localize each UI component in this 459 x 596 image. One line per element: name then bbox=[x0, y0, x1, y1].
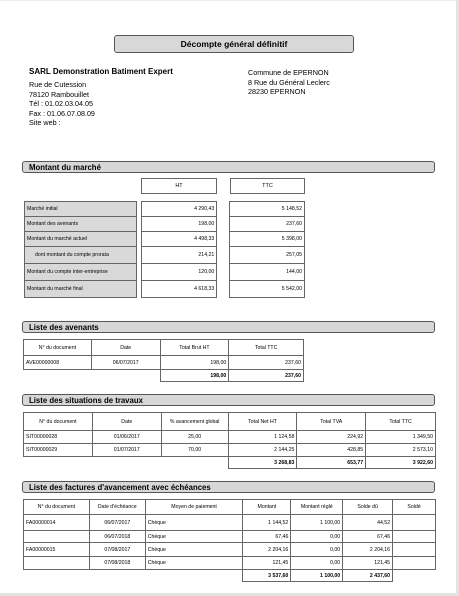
company-line: Fax : 01.06.07.08.09 bbox=[29, 108, 95, 118]
total-montant: 3 537,60 bbox=[243, 570, 291, 582]
table-row bbox=[25, 264, 305, 281]
cell-doc bbox=[24, 557, 90, 570]
col-header: Moyen de paiement bbox=[145, 500, 243, 515]
cell-montant: 2 204,16 bbox=[243, 543, 291, 557]
cell-ttc: 5 542,00 bbox=[230, 281, 305, 298]
row-label: Montant des avenants bbox=[25, 217, 137, 232]
cell-date: 06/07/2018 bbox=[89, 531, 145, 543]
table-row bbox=[24, 444, 436, 457]
table-total-row bbox=[24, 457, 436, 469]
col-header: N° du document bbox=[24, 500, 90, 515]
table-row bbox=[24, 356, 304, 370]
total-ht: 198,00 bbox=[160, 370, 229, 382]
cell-ht: 2 144,25 bbox=[228, 444, 297, 457]
cell-pct: 70,00 bbox=[161, 444, 228, 457]
col-header: % avancement global bbox=[161, 413, 228, 431]
col-header: Soldé bbox=[393, 500, 436, 515]
table-header-row bbox=[24, 500, 436, 515]
row-label: Montant du marché actuel bbox=[25, 232, 137, 247]
client-line: Commune de EPERNON bbox=[248, 68, 329, 77]
cell-ht: 1 124,58 bbox=[228, 431, 297, 444]
total-tva: 653,77 bbox=[297, 457, 366, 469]
company-name: SARL Demonstration Batiment Expert bbox=[29, 67, 173, 76]
cell-solde-flag bbox=[393, 543, 436, 557]
col-header: Total TTC bbox=[229, 340, 304, 356]
cell-date: 07/08/2017 bbox=[89, 543, 145, 557]
col-header: Total TTC bbox=[366, 413, 436, 431]
table-row bbox=[24, 543, 436, 557]
cell-montant: 121,45 bbox=[243, 557, 291, 570]
cell-date: 07/08/2018 bbox=[89, 557, 145, 570]
cell-solde-flag bbox=[393, 557, 436, 570]
cell-solde: 44,52 bbox=[343, 515, 393, 531]
cell-ttc: 2 573,10 bbox=[366, 444, 436, 457]
col-header: Date bbox=[92, 413, 161, 431]
header-ttc: TTC bbox=[230, 178, 305, 194]
client-line: 28230 EPERNON bbox=[248, 87, 306, 97]
cell-doc: SIT00000028 bbox=[24, 431, 93, 444]
table-header-row bbox=[24, 413, 436, 431]
cell-moyen: Chèque bbox=[145, 543, 243, 557]
cell-regle: 0,00 bbox=[291, 543, 343, 557]
cell-ttc: 237,60 bbox=[229, 356, 304, 370]
cell-tva: 224,92 bbox=[297, 431, 366, 444]
situations-table bbox=[23, 412, 436, 469]
cell-doc: AVE00000008 bbox=[24, 356, 92, 370]
cell-solde-flag bbox=[393, 531, 436, 543]
table-row bbox=[24, 531, 436, 543]
table-row bbox=[24, 515, 436, 531]
col-header: N° du document bbox=[24, 413, 93, 431]
cell-ht: 4 498,33 bbox=[141, 232, 217, 247]
factures-table bbox=[23, 499, 436, 582]
cell-date: 06/07/2017 bbox=[91, 356, 160, 370]
cell-solde-flag bbox=[393, 515, 436, 531]
cell-tva: 428,85 bbox=[297, 444, 366, 457]
col-header: Solde dû bbox=[343, 500, 393, 515]
total-solde: 2 437,60 bbox=[343, 570, 393, 582]
section-montant-marche: Montant du marché bbox=[22, 161, 435, 173]
company-line: Tél : 01.02.03.04.05 bbox=[29, 99, 93, 109]
cell-ht: 198,00 bbox=[160, 356, 229, 370]
company-line: Site web : bbox=[29, 118, 61, 128]
col-header: N° du document bbox=[24, 340, 92, 356]
total-ttc: 237,60 bbox=[229, 370, 304, 382]
cell-moyen: Chèque bbox=[145, 531, 243, 543]
cell-doc: FA00000014 bbox=[24, 515, 90, 531]
table-row bbox=[25, 202, 305, 217]
cell-ttc: 1 349,50 bbox=[366, 431, 436, 444]
col-header: Date bbox=[91, 340, 160, 356]
col-header: Total Brut HT bbox=[160, 340, 229, 356]
table-row bbox=[25, 232, 305, 247]
cell-ttc: 144,00 bbox=[230, 264, 305, 281]
section-avenants: Liste des avenants bbox=[22, 321, 435, 333]
cell-solde: 67,46 bbox=[343, 531, 393, 543]
row-label: Montant du compte inter-entreprise bbox=[25, 264, 137, 281]
document-title: Décompte général définitif bbox=[114, 35, 354, 53]
cell-doc bbox=[24, 531, 90, 543]
client-address bbox=[248, 68, 330, 97]
cell-montant: 67,46 bbox=[243, 531, 291, 543]
page-top-edge bbox=[0, 0, 459, 1]
cell-ht: 4 618,33 bbox=[141, 281, 217, 298]
cell-regle: 1 100,00 bbox=[291, 515, 343, 531]
row-label: Montant du marché final bbox=[25, 281, 137, 298]
col-header: Date d'échéance bbox=[89, 500, 145, 515]
col-header: Total Net HT bbox=[228, 413, 297, 431]
total-regle: 1 100,00 bbox=[291, 570, 343, 582]
section-factures: Liste des factures d'avancement avec échéances bbox=[22, 481, 435, 493]
cell-pct: 25,00 bbox=[161, 431, 228, 444]
table-total-row bbox=[24, 370, 304, 382]
row-label: Marché initial bbox=[25, 202, 137, 217]
cell-moyen: Chèque bbox=[145, 515, 243, 531]
table-row bbox=[25, 247, 305, 264]
cell-date: 01/07/2017 bbox=[92, 444, 161, 457]
table-row bbox=[24, 431, 436, 444]
company-address bbox=[29, 80, 95, 128]
col-header: Total TVA bbox=[297, 413, 366, 431]
cell-ttc: 237,60 bbox=[230, 217, 305, 232]
cell-ttc: 5 148,52 bbox=[230, 202, 305, 217]
cell-doc: FA00000015 bbox=[24, 543, 90, 557]
table-row bbox=[25, 217, 305, 232]
cell-moyen: Chèque bbox=[145, 557, 243, 570]
cell-ht: 214,21 bbox=[141, 247, 217, 264]
client-line: 8 Rue du Général Leclerc bbox=[248, 77, 330, 87]
cell-ht: 198,00 bbox=[141, 217, 217, 232]
row-label: dont montant du compte prorata bbox=[25, 247, 137, 264]
table-total-row bbox=[24, 570, 436, 582]
cell-ttc: 257,05 bbox=[230, 247, 305, 264]
cell-solde: 2 204,16 bbox=[343, 543, 393, 557]
col-header: Montant bbox=[243, 500, 291, 515]
cell-solde: 121,45 bbox=[343, 557, 393, 570]
cell-ht: 120,00 bbox=[141, 264, 217, 281]
cell-montant: 1 144,52 bbox=[243, 515, 291, 531]
cell-regle: 0,00 bbox=[291, 557, 343, 570]
cell-regle: 0,00 bbox=[291, 531, 343, 543]
section-situations: Liste des situations de travaux bbox=[22, 394, 435, 406]
cell-ht: 4 290,43 bbox=[141, 202, 217, 217]
cell-ttc: 5 398,00 bbox=[230, 232, 305, 247]
table-header-row bbox=[24, 340, 304, 356]
cell-doc: SIT00000029 bbox=[24, 444, 93, 457]
total-ht: 3 268,83 bbox=[228, 457, 297, 469]
cell-date: 01/06/2017 bbox=[92, 431, 161, 444]
header-ht: HT bbox=[141, 178, 217, 194]
marche-table bbox=[24, 201, 305, 298]
col-header: Montant réglé bbox=[291, 500, 343, 515]
company-line: Rue de Cutession bbox=[29, 80, 87, 89]
avenants-table bbox=[23, 339, 304, 382]
table-row bbox=[24, 557, 436, 570]
cell-date: 06/07/2017 bbox=[89, 515, 145, 531]
total-ttc: 3 922,60 bbox=[366, 457, 436, 469]
table-row bbox=[25, 281, 305, 298]
company-line: 78120 Rambouillet bbox=[29, 89, 89, 99]
